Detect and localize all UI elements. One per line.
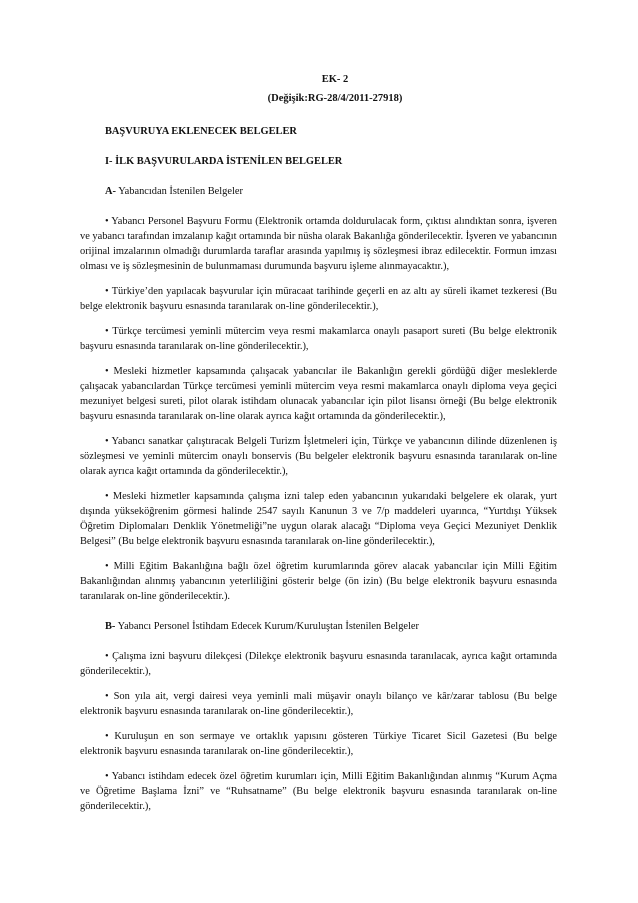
list-item: • Mesleki hizmetler kapsamında çalışacak yabancılar ile Bakanlığın gerekli gördüğü diğer mesleklerde çalışacak yabancılardan Türkçe tercümesi yeminli mütercim veya resmi makamlarca onaylı diploma veya geçici mezuniyet belgesi sureti, pilot olarak istihdam olunacak yabancılar için pilot lisansı örneği (Bu belge elektronik başvuru esnasında taranılarak on-line olarak ayrıca kağıt ortamında da gönderilecektir.),: [80, 366, 557, 422]
subsection-b-letter: B-: [105, 621, 116, 632]
list-item: • Kuruluşun en son sermaye ve ortaklık yapısını gösteren Türkiye Ticaret Sicil Gazetesi (Bu belge elektronik başvuru esnasında taranılarak on-line gönderilecektir.),: [80, 731, 557, 757]
list-item: • Yabancı istihdam edecek özel öğretim kurumları için, Milli Eğitim Bakanlığından alınmış “Kurum Açma ve Öğretime Başlama İzni” ve “Ruhsatname” (Bu belge elektronik başvuru esnasında taranılarak on-line gönderilecektir.),: [80, 771, 557, 812]
annex-title: EK- 2: [321, 74, 349, 85]
document-body: [80, 124, 557, 814]
list-item: • Yabancı sanatkar çalıştıracak Belgeli Turizm İşletmeleri için, Türkçe ve yabancının dilinde düzenlenen iş sözleşmesi ve yeminli mütercim onaylı bonservis (Bu belgeler elektronik başvuru esnasında taranılarak on-line olarak ayrıca kağıt ortamında da gönderilecektir.),: [80, 436, 557, 477]
list-item: • Mesleki hizmetler kapsamında çalışma izni talep eden yabancının yukarıdaki belgelere ek olarak, yurt dışında yükseköğrenim görmesi halinde 2547 sayılı Kanunun 3 ve 7/p maddeleri uyarınca, “Yurtdışı Yüksek Öğretim Diplomaları Denklik Yönetmeliği”ne uygun olarak alacağı “Diploma veya Geçici Mezuniyet Denklik Belgesi” (Bu belge elektronik başvuru esnasında taranılarak on-line gönderilecektir.),: [80, 491, 557, 547]
list-item: • Türkçe tercümesi yeminli mütercim veya resmi makamlarca onaylı pasaport sureti (Bu belge elektronik başvuru esnasında taranılarak on-line gönderilecektir.),: [80, 326, 557, 352]
subsection-a-heading: [80, 184, 557, 199]
subsection-a-letter: A-: [105, 186, 116, 197]
list-item: • Milli Eğitim Bakanlığına bağlı özel öğretim kurumlarında görev alacak yabancılar için Milli Eğitim Bakanlığından alınmış yabancının yeterliliğini gösterir belge (ön izin) (Bu belge elektronik başvuru esnasında taranılarak on-line gönderilecektir.).: [80, 561, 557, 602]
subsection-a-text: Yabancıdan İstenilen Belgeler: [118, 186, 243, 197]
subsection-b-heading: [80, 619, 557, 634]
list-item: • Türkiye’den yapılacak başvurular için müracaat tarihinde geçerli en az altı ay süreli ikamet tezkeresi (Bu belge elektronik başvuru esnasında taranılarak on-line gönderilecektir.),: [80, 286, 557, 312]
list-item: • Çalışma izni başvuru dilekçesi (Dilekçe elektronik başvuru esnasında taranılacak, ayrıca kağıt ortamında gönderilecektir.),: [80, 651, 557, 677]
section-title: BAŞVURUYA EKLENECEK BELGELER: [105, 126, 297, 137]
list-item: • Yabancı Personel Başvuru Formu (Elektronik ortamda doldurulacak form, çıktısı alındıktan sonra, işveren ve yabancı tarafından imzalanıp kağıt ortamında bir nüsha olarak Bakanlığa gönderilecektir. İşveren ve yabancının orijinal imzalarının olmadığı durumlarda taraflar arasında yapılmış iş sözleşmesi ibraz edilecektir. Formun imzası olması ve iş sözleşmesinin de bulunmaması durumunda başvuru işleme alınmayacaktır.),: [80, 216, 557, 272]
subsection-b-text: Yabancı Personel İstihdam Edecek Kurum/Kuruluştan İstenilen Belgeler: [117, 621, 419, 632]
amendment-note: (Değişik:RG-28/4/2011-27918): [267, 93, 403, 104]
part-title: I- İLK BAŞVURULARDA İSTENİLEN BELGELER: [105, 156, 343, 167]
list-item: • Son yıla ait, vergi dairesi veya yeminli mali müşavir onaylı bilanço ve kâr/zarar tablosu (Bu belge elektronik başvuru esnasında taranılarak on-line gönderilecektir.),: [80, 691, 557, 717]
